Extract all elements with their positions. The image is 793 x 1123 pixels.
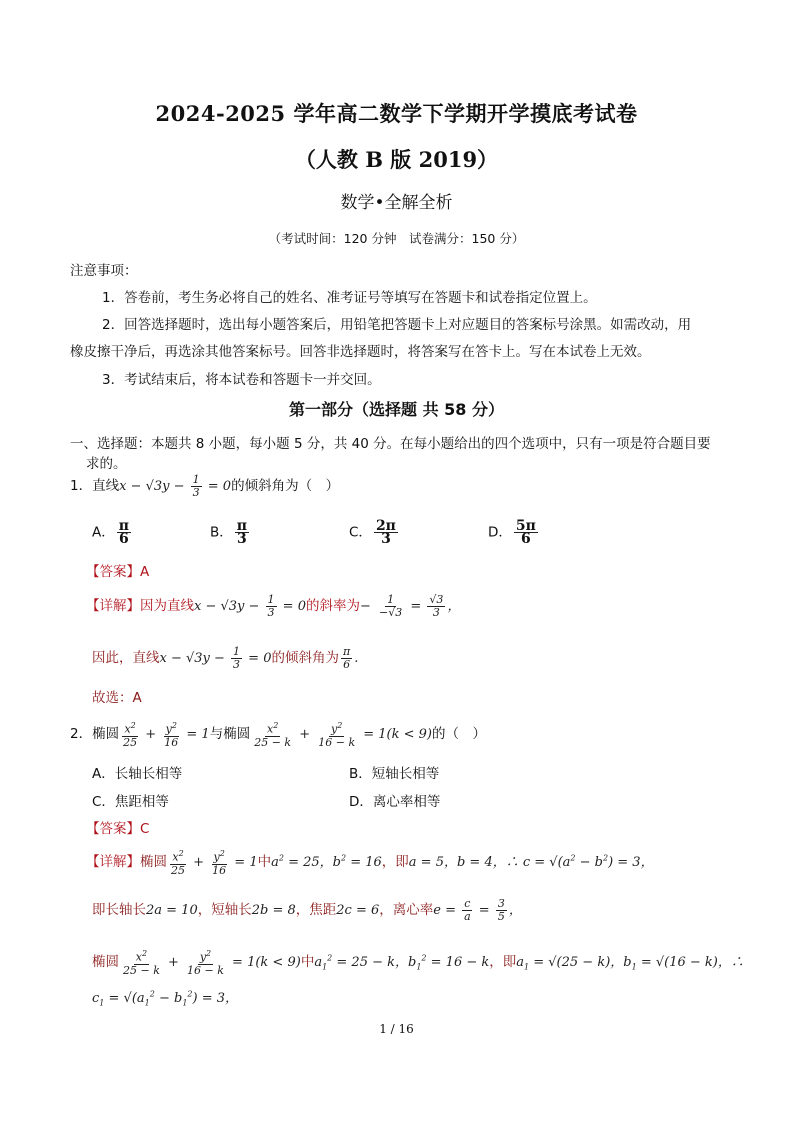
page-heading: 数学•全解全析 (340, 193, 453, 213)
q1-suffix: 的倾斜角为（ ） (231, 478, 340, 494)
q1-option-b: B． $\frac{\pi}{3}$ (210, 518, 248, 547)
notes-label: 注意事项： (70, 263, 138, 279)
q2-answer: 【答案】C (86, 821, 150, 837)
q2-detail: 【详解】椭圆 $\frac{x^2}{25}$ + $\frac{y^2}{16}$ = 1中$a^2 = 25$，$b^2 = 16$，即a = 5，b = 4，∴ $c = √(a^2 - b^2) = 3$， (86, 849, 654, 877)
page-subtitle: （人教 B 版 2019） (294, 147, 499, 172)
q1-prefix: 1．直线 (70, 478, 120, 494)
q2-detail-line3: 椭圆 $\frac{x^2}{25 - k}$ + $\frac{y^2}{16 - k}$ = 1(k < 9)中$a_1^2 = 25 - k$，$b_1^2 = 16 - k$，即$a_1 = √(25 - k)$，$b_1 = √(16 - k)$，∴ (92, 949, 744, 977)
q1-detail: 【详解】因为直线x − √3y − $\frac{1}{3}$ = 0的斜率为− $\frac{1}{-√3}$ = $\frac{√3}{3}$ ， (86, 593, 461, 619)
q2-option-b: B．短轴长相等 (349, 766, 440, 782)
note-item-2a: 2．回答选择题时，选出每小题答案后，用铅笔把答题卡上对应题目的答案标号涂黑。如需改动，用 (102, 317, 692, 333)
part1-intro-b: 求的。 (86, 456, 127, 472)
q1-answer: 【答案】A (86, 564, 150, 580)
q2-option-d: D．离心率相等 (349, 794, 441, 810)
q2-option-c: C．焦距相等 (92, 794, 169, 810)
q1-detail-line2: 因此，直线x − √3y − $\frac{1}{3}$ = 0的倾斜角为 $\frac{\pi}{6}$ . (92, 645, 359, 671)
q2-detail-line2: 即长轴长2a = 10，短轴长2b = 8，焦距2c = 6，离心率e = $\frac{c}{a}$ = $\frac{3}{5}$ ， (92, 897, 522, 923)
part1-intro-a: 一、选择题：本题共 8 小题，每小题 5 分，共 40 分。在每小题给出的四个选项中，只有一项是符合题目要 (70, 436, 711, 452)
q1-option-a: A． $\frac{\pi}{6}$ (92, 518, 129, 547)
note-item-1: 1．答卷前，考生务必将自己的姓名、准考证号等填写在答题卡和试卷指定位置上。 (102, 290, 597, 306)
page-title: 2024-2025 学年高二数学下学期开学摸底考试卷 (155, 101, 638, 126)
note-item-3: 3．考试结束后，将本试卷和答题卡一并交回。 (102, 372, 381, 388)
q1-conclusion: 故选：A (92, 690, 142, 706)
q2-option-a: A．长轴长相等 (92, 766, 183, 782)
exam-info: （考试时间：120 分钟 试卷满分：150 分） (268, 231, 525, 246)
q1-equation: x − √3y − $\frac{1}{3}$ = 0 (119, 473, 232, 499)
section-title: 第一部分（选择题 共 58 分） (289, 400, 504, 419)
note-item-2b: 橡皮擦干净后，再选涂其他答案标号。回答非选择题时，将答案写在答卡上。写在本试卷上无效。 (70, 344, 651, 360)
question-1 (70, 474, 339, 499)
q1-option-c: C． $\frac{2\pi}{3}$ (349, 518, 396, 547)
q1-option-d: D． $\frac{5\pi}{6}$ (488, 518, 536, 547)
question-2: 2．椭圆 $\frac{x^2}{25}$ + $\frac{y^2}{16}$ = 1与椭圆 $\frac{x^2}{25 - k}$ + $\frac{y^2}{16 - k}$ = 1(k < 9)的（ ） (70, 721, 487, 749)
q2-detail-line4: $c_1 = √(a_1^2 - b_1^2) = 3$， (92, 989, 239, 1008)
page-number: 1 / 16 (379, 1022, 414, 1036)
